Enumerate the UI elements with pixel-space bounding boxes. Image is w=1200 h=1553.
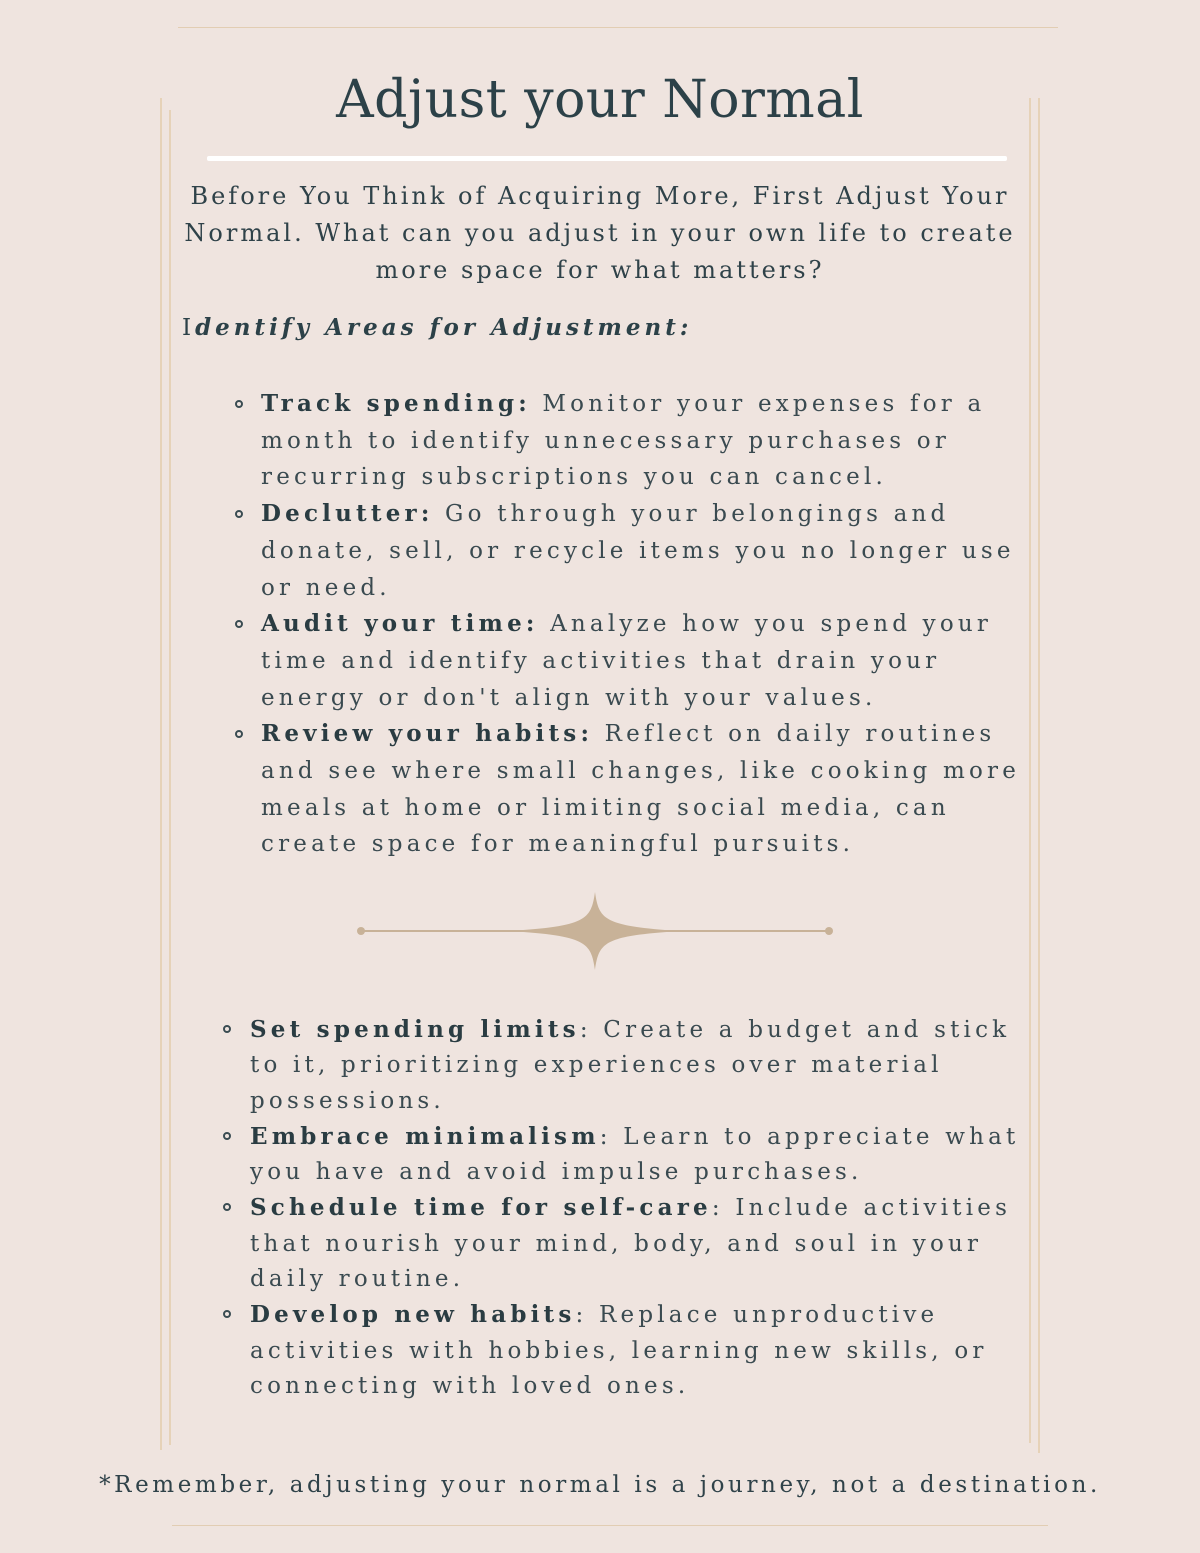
identify-list: [261, 386, 1021, 863]
list-item: [261, 496, 1021, 606]
hollow-circle-bullet-icon: [223, 1025, 231, 1033]
list-item: [250, 1119, 1030, 1191]
item-term: Track spending:: [261, 390, 531, 417]
action-list: [250, 1012, 1030, 1404]
item-term: Set spending limits: [250, 1016, 580, 1043]
item-term: Embrace minimalism: [250, 1122, 600, 1150]
item-text: Analyze how you spend your time and identify activities that drain your energy or don't align with your values.: [261, 611, 993, 711]
list-item: [250, 1297, 1030, 1404]
item-text: : Create a budget and stick to it, prioritizing experiences over material possessions.: [250, 1017, 1011, 1114]
item-term: Review your habits:: [261, 720, 594, 748]
section-heading-initial: I: [182, 315, 196, 341]
list-item: [261, 606, 1021, 716]
item-text: : Include activities that nourish your mind, body, and soul in your daily routine.: [250, 1195, 1012, 1293]
intro-text: Before You Think of Acquiring More, First Adjust Your Normal. What can you adjust in your own life to create more space for what matters?: [184, 182, 1016, 284]
hollow-circle-bullet-icon: [223, 1203, 231, 1211]
list-item: [250, 1012, 1030, 1119]
item-term: Schedule time for self-care: [250, 1194, 712, 1222]
item-term: Develop new habits: [250, 1301, 576, 1329]
item-text: Go through your belongings and donate, sell, or recycle items you no longer use or need.: [261, 501, 1015, 601]
page-title: Adjust your Normal: [336, 70, 864, 130]
section-heading: [182, 314, 692, 341]
item-text: Reflect on daily routines and see where small changes, like cooking more meals at home or limiting social media, can create space for meaningful pursuits.: [261, 721, 1021, 858]
bottom-rule: [172, 1525, 1048, 1526]
list-item: [250, 1190, 1030, 1297]
list-item: [261, 716, 1021, 863]
item-text: : Replace unproductive activities with hobbies, learning new skills, or connecting with loved ones.: [250, 1302, 988, 1399]
frame-left-outer: [160, 98, 162, 1450]
hollow-circle-bullet-icon: [235, 620, 243, 628]
item-text: Monitor your expenses for a month to identify unnecessary purchases or recurring subscriptions you can cancel.: [261, 391, 986, 491]
frame-left-inner: [169, 110, 171, 1445]
section-heading-rest: dentify Areas for Adjustment:: [195, 314, 693, 341]
hollow-circle-bullet-icon: [235, 730, 243, 738]
frame-right-outer: [1038, 98, 1040, 1453]
hollow-circle-bullet-icon: [223, 1310, 231, 1318]
hollow-circle-bullet-icon: [235, 510, 243, 518]
footer-note: *Remember, adjusting your normal is a journey, not a destination.: [99, 1472, 1101, 1498]
title-underline: [207, 156, 1007, 161]
item-text: : Learn to appreciate what you have and avoid impulse purchases.: [250, 1123, 1020, 1186]
list-item: [261, 386, 1021, 496]
hollow-circle-bullet-icon: [235, 400, 243, 408]
item-term: Audit your time:: [261, 610, 539, 638]
four-point-star-ornament-icon: [350, 890, 840, 972]
hollow-circle-bullet-icon: [223, 1132, 231, 1140]
top-rule: [178, 27, 1058, 28]
item-term: Declutter:: [261, 500, 434, 528]
